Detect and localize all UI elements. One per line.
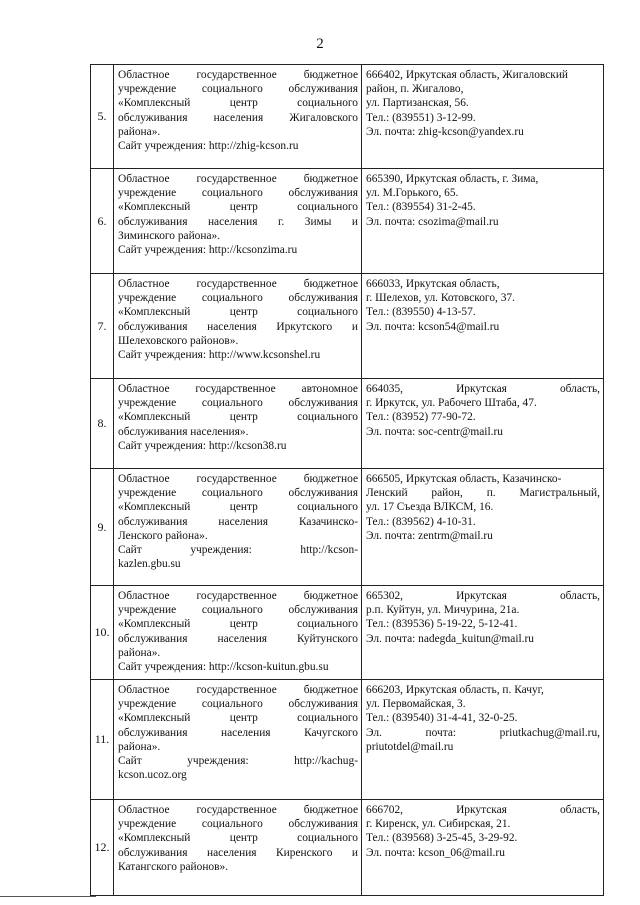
email: Эл. почта: kcson54@mail.ru bbox=[366, 320, 500, 333]
website: Сайт учреждения: http://www.kcsonshel.ru bbox=[118, 349, 321, 362]
institution-name-cell: Областное государственное бюджетное учреждение социального обслуживания «Комплексный центр социального обслуживания населения Иркутского и Шелеховского районов». Сайт учреждения: http://www.kcsonshel.ru bbox=[114, 274, 362, 379]
row-number: 10. bbox=[91, 586, 114, 680]
institution-name-cell: Областное государственное бюджетное учреждение социального обслуживания «Комплексный центр социального обслуживания населения Качугского района». Сайт учреждения: http://kachug- kcson.ucoz.org bbox=[114, 680, 362, 800]
row-number: 6. bbox=[91, 169, 114, 274]
table-row bbox=[91, 169, 604, 274]
table-row bbox=[91, 274, 604, 379]
address-cell: 664035, Иркутская область, г. Иркутск, ул. Рабочего Штаба, 47. Тел.: (83952) 77-90-72. Эл. почта: soc-centr@mail.ru bbox=[362, 379, 604, 469]
email: Эл. почта: nadegda_kuitun@mail.ru bbox=[366, 632, 534, 645]
institution-name-cell: Областное государственное бюджетное учреждение социального обслуживания «Комплексный центр социального обслуживания населения Жигаловского района». Сайт учреждения: http://zhig-kcson.ru bbox=[114, 65, 362, 169]
website: Сайт учреждения: http://kcson-kuitun.gbu.su bbox=[118, 661, 329, 674]
address-cell: 666033, Иркутская область, г. Шелехов, ул. Котовского, 37. Тел.: (839550) 4-13-57. Эл. почта: kcson54@mail.ru bbox=[362, 274, 604, 379]
institution-name-cell: Областное государственное бюджетное учреждение социального обслуживания «Комплексный центр социального обслуживания населения Казачинско- Ленского района». Сайт учреждения: http://kcson- kazlen.gbu.su bbox=[114, 469, 362, 586]
address-cell: 666402, Иркутская область, Жигаловский район, п. Жигалово, ул. Партизанская, 56. Тел.: (839551) 3-12-99. Эл. почта: zhig-kcson@yandex.ru bbox=[362, 65, 604, 169]
row-number: 7. bbox=[91, 274, 114, 379]
address-cell: 666505, Иркутская область, Казачинско- Ленский район, п. Магистральный, ул. 17 Съезда ВЛКСМ, 16. Тел.: (839562) 4-10-31. Эл. почта: zentrm@mail.ru bbox=[362, 469, 604, 586]
row-number: 9. bbox=[91, 469, 114, 586]
address-cell: 666702, Иркутская область, г. Киренск, ул. Сибирская, 21. Тел.: (839568) 3-25-45, 3-29-92. Эл. почта: kcson_06@mail.ru bbox=[362, 800, 604, 896]
institution-name-cell: Областное государственное бюджетное учреждение социального обслуживания «Комплексный центр социального обслуживания населения Киренского и Катангского районов». bbox=[114, 800, 362, 896]
email-secondary: priutotdel@mail.ru bbox=[366, 740, 454, 753]
email: Эл. почта: zentrm@mail.ru bbox=[366, 529, 493, 542]
table-row bbox=[91, 586, 604, 680]
table-row bbox=[91, 680, 604, 800]
email: Эл. почта: zhig-kcson@yandex.ru bbox=[366, 125, 524, 138]
website-continued: kazlen.gbu.su bbox=[118, 558, 181, 571]
row-number: 8. bbox=[91, 379, 114, 469]
row-number: 11. bbox=[91, 680, 114, 800]
address-cell: 665302, Иркутская область, р.п. Куйтун, ул. Мичурина, 21а. Тел.: (839536) 5-19-22, 5-12-41. Эл. почта: nadegda_kuitun@mail.ru bbox=[362, 586, 604, 680]
website: Сайт учреждения: http://kcsonzima.ru bbox=[118, 244, 298, 257]
institution-name-cell: Областное государственное автономное учреждение социального обслуживания «Комплексный центр социального обслуживания населения». Сайт учреждения: http://kcson38.ru bbox=[114, 379, 362, 469]
table-row bbox=[91, 379, 604, 469]
email: Эл. почта: kcson_06@mail.ru bbox=[366, 846, 505, 859]
website: Сайт учреждения: http://kcson38.ru bbox=[118, 439, 287, 452]
institution-name-cell: Областное государственное бюджетное учреждение социального обслуживания «Комплексный центр социального обслуживания населения Куйтунского района». Сайт учреждения: http://kcson-kuitun.gbu.su bbox=[114, 586, 362, 680]
website-continued: kcson.ucoz.org bbox=[118, 769, 187, 782]
table-row bbox=[91, 65, 604, 169]
row-number: 12. bbox=[91, 800, 114, 896]
website: Сайт учреждения: http://kcson- bbox=[118, 544, 358, 557]
email: Эл. почта: soc-centr@mail.ru bbox=[366, 425, 503, 438]
address-cell: 665390, Иркутская область, г. Зима, ул. М.Горького, 65. Тел.: (839554) 31-2-45. Эл. почта: csozima@mail.ru bbox=[362, 169, 604, 274]
email: Эл. почта: csozima@mail.ru bbox=[366, 215, 499, 228]
institutions-table bbox=[90, 64, 604, 896]
email: Эл. почта: priutkachug@mail.ru, bbox=[366, 726, 600, 739]
table-row bbox=[91, 469, 604, 586]
row-number: 5. bbox=[91, 65, 114, 169]
website: Сайт учреждения: http://zhig-kcson.ru bbox=[118, 140, 299, 153]
page-number: 2 bbox=[316, 36, 324, 52]
table-row bbox=[91, 800, 604, 896]
footnote-divider bbox=[0, 896, 96, 897]
address-cell: 666203, Иркутская область, п. Качуг, ул. Первомайская, 3. Тел.: (839540) 31-4-41, 32-0-25. Эл. почта: priutkachug@mail.ru, priutotdel@mail.ru bbox=[362, 680, 604, 800]
website: Сайт учреждения: http://kachug- bbox=[118, 755, 358, 768]
institution-name-cell: Областное государственное бюджетное учреждение социального обслуживания «Комплексный центр социального обслуживания населения г. Зимы и Зиминского района». Сайт учреждения: http://kcsonzima.ru bbox=[114, 169, 362, 274]
